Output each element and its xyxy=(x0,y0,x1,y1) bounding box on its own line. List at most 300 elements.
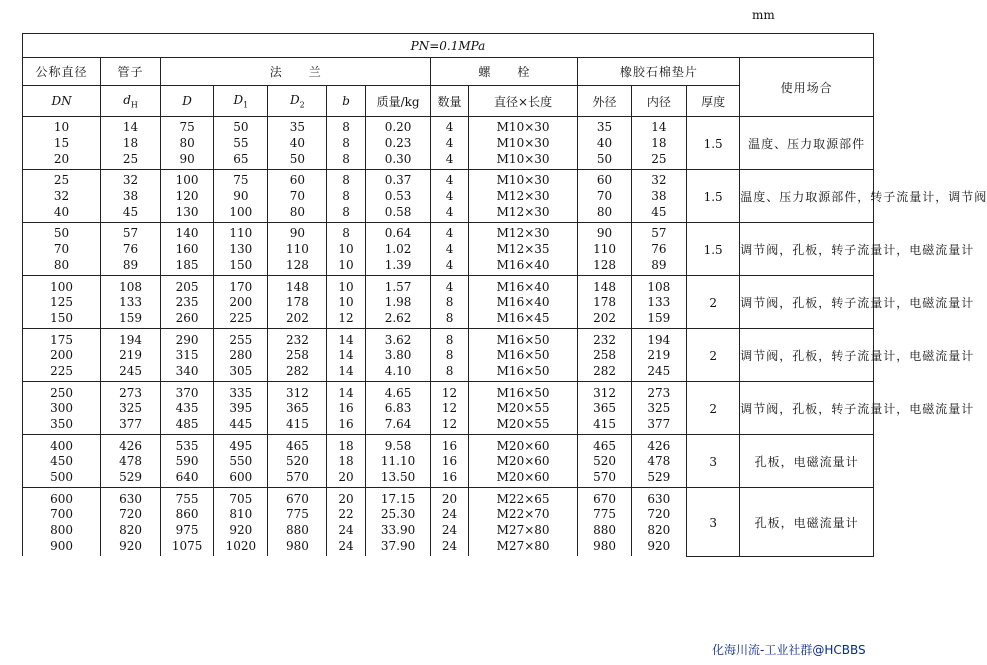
cell-size: M20×55 xyxy=(468,401,578,417)
cell-d: 590 xyxy=(161,454,214,470)
cell-dn: 125 xyxy=(23,295,101,311)
cell-d2: 70 xyxy=(268,189,327,205)
cell-mass: 0.58 xyxy=(365,204,431,222)
cell-dh: 273 xyxy=(101,382,161,401)
cell-count: 12 xyxy=(431,401,468,417)
cell-dh: 89 xyxy=(101,258,161,276)
cell-dh: 820 xyxy=(101,523,161,539)
cell-d1: 395 xyxy=(214,401,268,417)
cell-inner: 32 xyxy=(631,170,686,189)
cell-mass: 25.30 xyxy=(365,507,431,523)
cell-d1: 335 xyxy=(214,382,268,401)
cell-size: M16×50 xyxy=(468,382,578,401)
cell-mass: 2.62 xyxy=(365,311,431,329)
cell-dh: 38 xyxy=(101,189,161,205)
cell-d: 485 xyxy=(161,417,214,435)
cell-count: 4 xyxy=(431,136,468,152)
table-body xyxy=(23,117,987,557)
cell-d: 235 xyxy=(161,295,214,311)
cell-size: M27×80 xyxy=(468,523,578,539)
cell-thickness: 2 xyxy=(687,276,740,329)
cell-inner: 133 xyxy=(631,295,686,311)
cell-size: M12×30 xyxy=(468,204,578,222)
header-flange: 法 兰 xyxy=(161,58,431,86)
cell-d: 100 xyxy=(161,170,214,189)
cell-dh: 630 xyxy=(101,488,161,507)
cell-d2: 60 xyxy=(268,170,327,189)
cell-mass: 17.15 xyxy=(365,488,431,507)
header-d: D xyxy=(161,86,214,117)
cell-dn: 70 xyxy=(23,242,101,258)
cell-dn: 32 xyxy=(23,189,101,205)
cell-d: 640 xyxy=(161,470,214,488)
cell-dn: 700 xyxy=(23,507,101,523)
header-thickness: 厚度 xyxy=(687,86,740,117)
cell-d: 130 xyxy=(161,204,214,222)
cell-outer: 110 xyxy=(578,242,631,258)
cell-b: 8 xyxy=(327,117,365,136)
cell-d: 315 xyxy=(161,348,214,364)
cell-d2: 670 xyxy=(268,488,327,507)
cell-outer: 980 xyxy=(578,539,631,557)
cell-size: M20×60 xyxy=(468,454,578,470)
cell-d2: 775 xyxy=(268,507,327,523)
cell-count: 4 xyxy=(431,242,468,258)
cell-inner: 245 xyxy=(631,364,686,382)
cell-d1: 810 xyxy=(214,507,268,523)
cell-outer: 282 xyxy=(578,364,631,382)
cell-b: 16 xyxy=(327,417,365,435)
cell-inner: 377 xyxy=(631,417,686,435)
cell-b: 22 xyxy=(327,507,365,523)
cell-b: 8 xyxy=(327,189,365,205)
cell-inner: 325 xyxy=(631,401,686,417)
cell-inner: 273 xyxy=(631,382,686,401)
cell-d: 755 xyxy=(161,488,214,507)
cell-dn: 40 xyxy=(23,204,101,222)
cell-size: M16×45 xyxy=(468,311,578,329)
cell-size: M10×30 xyxy=(468,117,578,136)
header-usage: 使用场合 xyxy=(740,58,874,117)
cell-inner: 478 xyxy=(631,454,686,470)
cell-d2: 40 xyxy=(268,136,327,152)
watermark: 化海川流-工业社群@HCBBS xyxy=(712,643,866,657)
cell-outer: 415 xyxy=(578,417,631,435)
cell-d1: 305 xyxy=(214,364,268,382)
cell-mass: 0.23 xyxy=(365,136,431,152)
cell-d2: 520 xyxy=(268,454,327,470)
cell-dn: 20 xyxy=(23,151,101,169)
cell-dh: 76 xyxy=(101,242,161,258)
cell-d: 80 xyxy=(161,136,214,152)
cell-b: 24 xyxy=(327,539,365,557)
cell-b: 10 xyxy=(327,295,365,311)
cell-d1: 1020 xyxy=(214,539,268,557)
cell-mass: 0.37 xyxy=(365,170,431,189)
cell-mass: 0.64 xyxy=(365,223,431,242)
cell-outer: 258 xyxy=(578,348,631,364)
cell-d2: 110 xyxy=(268,242,327,258)
pressure-header: PN=0.1MPa xyxy=(23,34,874,58)
header-pipe: 管子 xyxy=(101,58,161,86)
cell-b: 14 xyxy=(327,364,365,382)
cell-dh: 133 xyxy=(101,295,161,311)
cell-dh: 194 xyxy=(101,329,161,348)
cell-count: 8 xyxy=(431,348,468,364)
header-inner: 内径 xyxy=(631,86,686,117)
cell-outer: 35 xyxy=(578,117,631,136)
cell-b: 20 xyxy=(327,488,365,507)
cell-d2: 365 xyxy=(268,401,327,417)
cell-outer: 90 xyxy=(578,223,631,242)
table-row xyxy=(23,170,874,189)
cell-b: 18 xyxy=(327,435,365,454)
cell-d1: 445 xyxy=(214,417,268,435)
header-b: b xyxy=(327,86,365,117)
cell-d2: 980 xyxy=(268,539,327,557)
cell-mass: 3.62 xyxy=(365,329,431,348)
cell-d2: 258 xyxy=(268,348,327,364)
cell-thickness: 1.5 xyxy=(687,117,740,170)
cell-outer: 775 xyxy=(578,507,631,523)
cell-inner: 89 xyxy=(631,258,686,276)
cell-outer: 128 xyxy=(578,258,631,276)
cell-inner: 219 xyxy=(631,348,686,364)
cell-d1: 65 xyxy=(214,151,268,169)
cell-d2: 178 xyxy=(268,295,327,311)
cell-mass: 13.50 xyxy=(365,470,431,488)
cell-size: M10×30 xyxy=(468,170,578,189)
cell-dn: 150 xyxy=(23,311,101,329)
cell-mass: 4.10 xyxy=(365,364,431,382)
cell-count: 4 xyxy=(431,170,468,189)
cell-b: 16 xyxy=(327,401,365,417)
cell-d: 340 xyxy=(161,364,214,382)
cell-mass: 0.30 xyxy=(365,151,431,169)
cell-usage: 温度、压力取源部件，转子流量计，调节阀 xyxy=(740,170,874,223)
cell-d1: 495 xyxy=(214,435,268,454)
cell-count: 8 xyxy=(431,311,468,329)
cell-thickness: 1.5 xyxy=(687,170,740,223)
cell-size: M16×50 xyxy=(468,348,578,364)
cell-mass: 11.10 xyxy=(365,454,431,470)
cell-d1: 550 xyxy=(214,454,268,470)
cell-d: 975 xyxy=(161,523,214,539)
header-outer: 外径 xyxy=(578,86,631,117)
cell-inner: 14 xyxy=(631,117,686,136)
cell-d1: 200 xyxy=(214,295,268,311)
cell-d: 75 xyxy=(161,117,214,136)
header-size: 直径×长度 xyxy=(468,86,578,117)
cell-d: 160 xyxy=(161,242,214,258)
header-dh: $d_H$ xyxy=(101,86,161,117)
cell-mass: 0.53 xyxy=(365,189,431,205)
cell-count: 4 xyxy=(431,189,468,205)
cell-dh: 377 xyxy=(101,417,161,435)
unit-label: mm xyxy=(752,8,775,22)
cell-d2: 465 xyxy=(268,435,327,454)
cell-d2: 232 xyxy=(268,329,327,348)
cell-outer: 232 xyxy=(578,329,631,348)
cell-count: 4 xyxy=(431,151,468,169)
cell-b: 8 xyxy=(327,151,365,169)
cell-count: 16 xyxy=(431,454,468,470)
flange-spec-table xyxy=(22,33,987,557)
cell-mass: 1.98 xyxy=(365,295,431,311)
cell-b: 24 xyxy=(327,523,365,539)
cell-dn: 300 xyxy=(23,401,101,417)
cell-inner: 720 xyxy=(631,507,686,523)
cell-d2: 570 xyxy=(268,470,327,488)
cell-size: M22×70 xyxy=(468,507,578,523)
cell-dh: 25 xyxy=(101,151,161,169)
cell-dh: 219 xyxy=(101,348,161,364)
cell-b: 8 xyxy=(327,204,365,222)
cell-size: M10×30 xyxy=(468,136,578,152)
header-mass: 质量/kg xyxy=(365,86,431,117)
cell-dn: 800 xyxy=(23,523,101,539)
cell-d: 205 xyxy=(161,276,214,295)
cell-mass: 3.80 xyxy=(365,348,431,364)
cell-dh: 325 xyxy=(101,401,161,417)
cell-inner: 45 xyxy=(631,204,686,222)
cell-thickness: 2 xyxy=(687,382,740,435)
cell-mass: 7.64 xyxy=(365,417,431,435)
cell-count: 4 xyxy=(431,117,468,136)
cell-d2: 282 xyxy=(268,364,327,382)
cell-mass: 0.20 xyxy=(365,117,431,136)
cell-usage: 调节阀，孔板，转子流量计，电磁流量计 xyxy=(740,276,874,329)
cell-mass: 9.58 xyxy=(365,435,431,454)
cell-d1: 55 xyxy=(214,136,268,152)
cell-d2: 312 xyxy=(268,382,327,401)
cell-d2: 148 xyxy=(268,276,327,295)
cell-dn: 250 xyxy=(23,382,101,401)
cell-size: M22×65 xyxy=(468,488,578,507)
cell-outer: 202 xyxy=(578,311,631,329)
header-nominal: 公称直径 xyxy=(23,58,101,86)
cell-d: 290 xyxy=(161,329,214,348)
cell-d: 260 xyxy=(161,311,214,329)
cell-outer: 312 xyxy=(578,382,631,401)
cell-b: 12 xyxy=(327,311,365,329)
table-row xyxy=(23,329,874,348)
cell-dh: 529 xyxy=(101,470,161,488)
cell-dn: 200 xyxy=(23,348,101,364)
cell-size: M10×30 xyxy=(468,151,578,169)
table-row xyxy=(23,488,874,507)
cell-count: 4 xyxy=(431,258,468,276)
cell-d2: 35 xyxy=(268,117,327,136)
cell-dn: 25 xyxy=(23,170,101,189)
cell-usage: 孔板，电磁流量计 xyxy=(740,488,874,556)
cell-dn: 10 xyxy=(23,117,101,136)
cell-outer: 40 xyxy=(578,136,631,152)
cell-size: M27×80 xyxy=(468,539,578,557)
cell-d1: 600 xyxy=(214,470,268,488)
cell-inner: 18 xyxy=(631,136,686,152)
cell-d1: 705 xyxy=(214,488,268,507)
cell-mass: 1.39 xyxy=(365,258,431,276)
cell-d1: 75 xyxy=(214,170,268,189)
header-bolt: 螺 栓 xyxy=(431,58,578,86)
cell-d2: 50 xyxy=(268,151,327,169)
cell-d: 370 xyxy=(161,382,214,401)
header-d1: $D_1$ xyxy=(214,86,268,117)
cell-dn: 900 xyxy=(23,539,101,557)
cell-inner: 108 xyxy=(631,276,686,295)
cell-dh: 18 xyxy=(101,136,161,152)
cell-dh: 45 xyxy=(101,204,161,222)
cell-size: M12×30 xyxy=(468,223,578,242)
cell-count: 8 xyxy=(431,295,468,311)
cell-thickness: 3 xyxy=(687,435,740,488)
cell-dn: 350 xyxy=(23,417,101,435)
cell-dh: 108 xyxy=(101,276,161,295)
cell-inner: 820 xyxy=(631,523,686,539)
cell-outer: 570 xyxy=(578,470,631,488)
cell-outer: 465 xyxy=(578,435,631,454)
cell-d2: 80 xyxy=(268,204,327,222)
cell-d1: 255 xyxy=(214,329,268,348)
cell-inner: 920 xyxy=(631,539,686,557)
cell-inner: 529 xyxy=(631,470,686,488)
cell-d2: 90 xyxy=(268,223,327,242)
cell-dh: 245 xyxy=(101,364,161,382)
cell-dh: 32 xyxy=(101,170,161,189)
cell-outer: 365 xyxy=(578,401,631,417)
cell-outer: 60 xyxy=(578,170,631,189)
cell-size: M16×40 xyxy=(468,258,578,276)
cell-count: 4 xyxy=(431,223,468,242)
cell-d2: 202 xyxy=(268,311,327,329)
cell-d1: 150 xyxy=(214,258,268,276)
cell-usage: 温度、压力取源部件 xyxy=(740,117,874,170)
cell-d: 120 xyxy=(161,189,214,205)
cell-size: M16×50 xyxy=(468,329,578,348)
cell-d: 90 xyxy=(161,151,214,169)
cell-b: 8 xyxy=(327,136,365,152)
cell-size: M12×30 xyxy=(468,189,578,205)
cell-dh: 478 xyxy=(101,454,161,470)
cell-outer: 670 xyxy=(578,488,631,507)
cell-dn: 400 xyxy=(23,435,101,454)
cell-count: 8 xyxy=(431,329,468,348)
header-d2: $D_2$ xyxy=(268,86,327,117)
cell-dn: 600 xyxy=(23,488,101,507)
cell-size: M20×55 xyxy=(468,417,578,435)
cell-dn: 80 xyxy=(23,258,101,276)
cell-outer: 178 xyxy=(578,295,631,311)
cell-thickness: 2 xyxy=(687,329,740,382)
cell-count: 24 xyxy=(431,523,468,539)
table-row xyxy=(23,382,874,401)
cell-count: 16 xyxy=(431,470,468,488)
cell-size: M16×40 xyxy=(468,295,578,311)
cell-b: 8 xyxy=(327,223,365,242)
cell-dn: 15 xyxy=(23,136,101,152)
cell-thickness: 3 xyxy=(687,488,740,556)
cell-count: 16 xyxy=(431,435,468,454)
cell-dh: 426 xyxy=(101,435,161,454)
cell-outer: 520 xyxy=(578,454,631,470)
header-dn: DN xyxy=(23,86,101,117)
cell-d1: 920 xyxy=(214,523,268,539)
cell-size: M16×50 xyxy=(468,364,578,382)
cell-size: M20×60 xyxy=(468,435,578,454)
cell-mass: 37.90 xyxy=(365,539,431,557)
cell-usage: 调节阀，孔板，转子流量计，电磁流量计 xyxy=(740,223,874,276)
cell-d: 140 xyxy=(161,223,214,242)
cell-d: 435 xyxy=(161,401,214,417)
cell-inner: 38 xyxy=(631,189,686,205)
cell-d1: 90 xyxy=(214,189,268,205)
header-count: 数量 xyxy=(431,86,468,117)
cell-mass: 6.83 xyxy=(365,401,431,417)
cell-dh: 920 xyxy=(101,539,161,557)
cell-inner: 25 xyxy=(631,151,686,169)
cell-b: 14 xyxy=(327,382,365,401)
cell-inner: 57 xyxy=(631,223,686,242)
cell-inner: 630 xyxy=(631,488,686,507)
cell-usage: 调节阀，孔板，转子流量计，电磁流量计 xyxy=(740,329,874,382)
cell-mass: 33.90 xyxy=(365,523,431,539)
cell-count: 20 xyxy=(431,488,468,507)
cell-mass: 1.02 xyxy=(365,242,431,258)
cell-d1: 100 xyxy=(214,204,268,222)
cell-size: M16×40 xyxy=(468,276,578,295)
cell-dn: 225 xyxy=(23,364,101,382)
cell-inner: 426 xyxy=(631,435,686,454)
cell-size: M12×35 xyxy=(468,242,578,258)
cell-d1: 50 xyxy=(214,117,268,136)
cell-count: 8 xyxy=(431,364,468,382)
cell-b: 10 xyxy=(327,242,365,258)
cell-count: 24 xyxy=(431,539,468,557)
table-row xyxy=(23,117,874,136)
cell-dn: 500 xyxy=(23,470,101,488)
cell-mass: 4.65 xyxy=(365,382,431,401)
cell-dn: 50 xyxy=(23,223,101,242)
cell-b: 10 xyxy=(327,258,365,276)
cell-d: 860 xyxy=(161,507,214,523)
cell-b: 14 xyxy=(327,329,365,348)
cell-b: 14 xyxy=(327,348,365,364)
cell-dn: 175 xyxy=(23,329,101,348)
cell-d2: 880 xyxy=(268,523,327,539)
cell-thickness: 1.5 xyxy=(687,223,740,276)
cell-dh: 720 xyxy=(101,507,161,523)
cell-outer: 80 xyxy=(578,204,631,222)
cell-inner: 76 xyxy=(631,242,686,258)
cell-b: 8 xyxy=(327,170,365,189)
cell-d: 185 xyxy=(161,258,214,276)
cell-count: 24 xyxy=(431,507,468,523)
cell-d1: 225 xyxy=(214,311,268,329)
cell-outer: 70 xyxy=(578,189,631,205)
cell-d: 535 xyxy=(161,435,214,454)
cell-mass: 1.57 xyxy=(365,276,431,295)
cell-b: 18 xyxy=(327,454,365,470)
cell-count: 12 xyxy=(431,417,468,435)
cell-usage: 孔板，电磁流量计 xyxy=(740,435,874,488)
table-row xyxy=(23,435,874,454)
cell-d2: 415 xyxy=(268,417,327,435)
cell-outer: 50 xyxy=(578,151,631,169)
cell-d1: 130 xyxy=(214,242,268,258)
cell-count: 4 xyxy=(431,204,468,222)
cell-usage: 调节阀，孔板，转子流量计，电磁流量计 xyxy=(740,382,874,435)
